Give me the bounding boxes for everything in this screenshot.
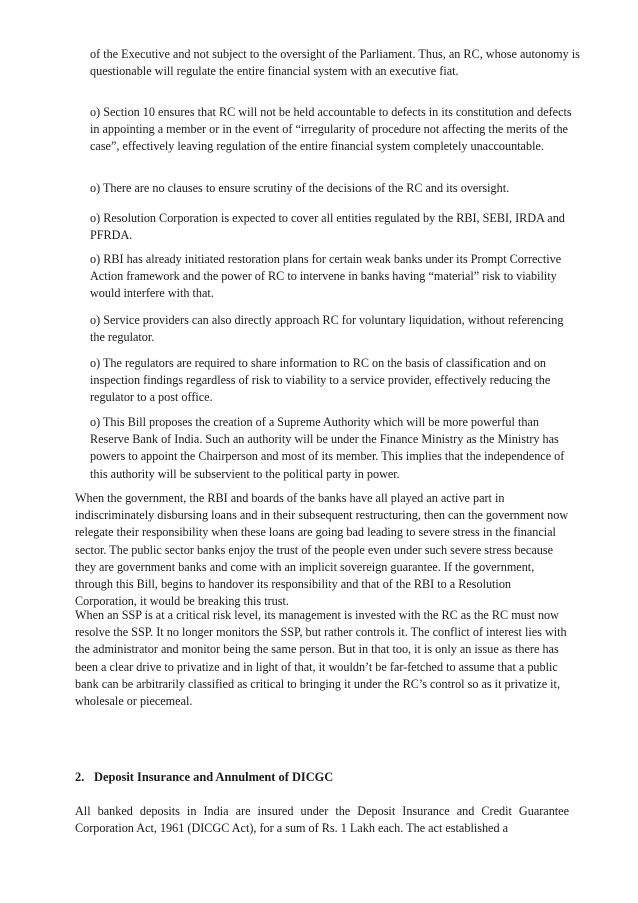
paragraph-deposit-insurance: All banked deposits in India are insured under the Deposit Insurance and Credit Guarantee Corporation Act, 1961 (DICGC Act), for a sum of Rs. 1 Lakh each. The act established a xyxy=(75,804,569,836)
paragraph-no-scrutiny: o) There are no clauses to ensure scrutiny of the decisions of the RC and its oversight. xyxy=(90,181,510,195)
paragraph-government-responsibility: When the government, the RBI and boards of the banks have all played an active part in indiscriminately disbursing loans and in their subsequent restructuring, then can the government now relegate their responsibility when these loans are going bad leading to severe stress in the financial sector. The public sector banks enjoy the trust of the people even under such severe stress because they are government banks and come with an implicit sovereign guarantee. If the government, through this Bill, begins to handover its responsibility and that of the RBI to a Resolution Corporation, it would be breaking this trust. xyxy=(75,491,569,609)
paragraph-entities-covered: o) Resolution Corporation is expected to cover all entities regulated by the RBI, SEBI, IRDA and PFRDA. xyxy=(90,211,565,243)
paragraph-ssp-critical-risk: When an SSP is at a critical risk level, its management is invested with the RC as the RC must now resolve the SSP. It no longer monitors the SSP, but rather controls it. The conflict of interest lies with the administrator and monitor being the same person. But in that too, it is only an issue as there has been a clear drive to privatize and in light of that, it wouldn’t be far-fetched to assume that a public bank can be arbitrarily classified as critical to bringing it under the RC’s control so as it privatize it, wholesale or piecemeal. xyxy=(75,608,567,709)
paragraph-section-10: o) Section 10 ensures that RC will not be held accountable to defects in its constitution and defects in appointing a member or in the event of “irregularity of procedure not affecting the merits of the case”, effectively leaving regulation of the entire financial system completely unaccountable. xyxy=(90,105,572,154)
paragraph-information-sharing: o) The regulators are required to share information to RC on the basis of classification and on inspection findings regardless of risk to viability to a service provider, effectively reducing the regulator to a post office. xyxy=(90,356,551,405)
section-heading xyxy=(75,770,333,785)
paragraph-prompt-corrective-action: o) RBI has already initiated restoration plans for certain weak banks under its Prompt Corrective Action framework and the power of RC to intervene in banks having “material” risk to viability would interfere with that. xyxy=(90,252,562,301)
paragraph-executive-oversight: of the Executive and not subject to the oversight of the Parliament. Thus, an RC, whose autonomy is questionable will regulate the entire financial system with an executive fiat. xyxy=(90,47,580,79)
paragraph-voluntary-liquidation: o) Service providers can also directly approach RC for voluntary liquidation, without referencing the regulator. xyxy=(90,313,564,345)
section-title: Deposit Insurance and Annulment of DICGC xyxy=(94,770,334,784)
paragraph-supreme-authority: o) This Bill proposes the creation of a Supreme Authority which will be more powerful than Reserve Bank of India. Such an authority will be under the Finance Ministry as the Ministry has powers to appoint the Chairperson and most of its member. This implies that the independence of this authority will be subservient to the political party in power. xyxy=(90,415,565,481)
section-number: 2. xyxy=(75,770,85,784)
